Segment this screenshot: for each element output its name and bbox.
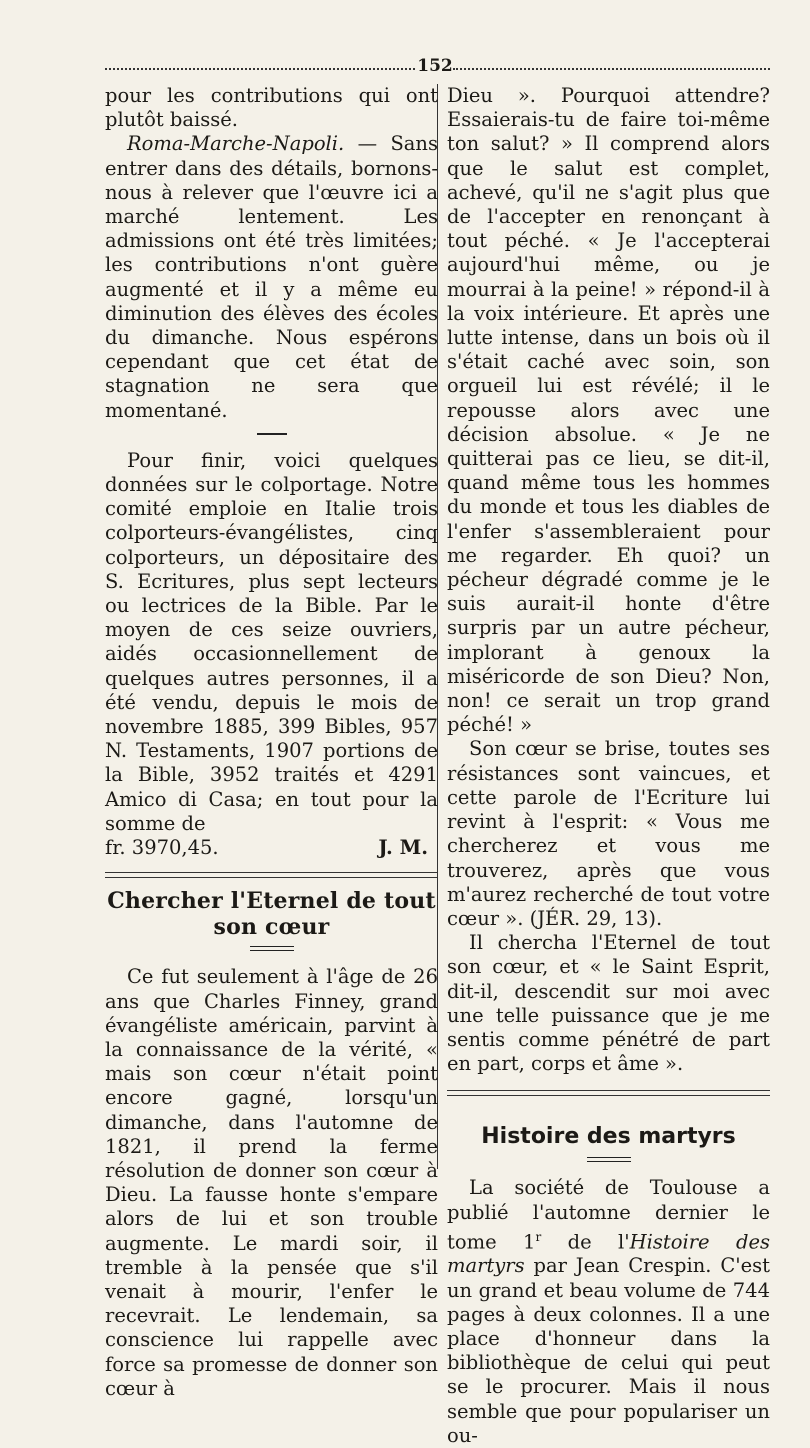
- martyrs-text-b: de l': [541, 1230, 630, 1254]
- paragraph-finney: Ce fut seulement à l'âge de 26 ans que Charles Finney, grand évangéliste américain, parvint à la connaissance de la vérité, « mais son cœur n'était point encore gagné, lorsqu'un dimanche, dans l'automne de 1821, il prend la ferme résolution de donner son cœur à Dieu. La fausse honte s'empare alors de lui et son trouble augmente. Le mardi soir, il tremble à la pensée que s'il venait à mourir, l'enfer le recevrait. Le lendemain, sa conscience lui rappelle avec force sa promesse de donner son cœur à: [105, 965, 438, 1400]
- martyrs-sup: r: [535, 1229, 542, 1244]
- section-title-chercher: Chercher l'Eternel de tout son cœur: [107, 888, 436, 941]
- title-ornament-right: [587, 1157, 631, 1162]
- header-rule-left: [105, 68, 415, 70]
- title-ornament: [250, 946, 294, 951]
- paragraph-contributions: pour les contributions qui ont plutôt baissé.: [105, 84, 438, 132]
- paragraph-roma-marche-napoli: [105, 132, 438, 422]
- paragraph-heart-breaks: Son cœur se brise, toutes ses résistances sont vaincues, et cette parole de l'Ecriture lui revint à l'esprit: « Vous me chercherez et vous me trouverez, après que vous m'aurez recherché de tout votre cœur ». (JÉR. 29, 13).: [447, 737, 770, 930]
- martyrs-text-c: par Jean Crespin. C'est un grand et beau volume de 744 pages à deux colonnes. Il a une place d'honneur dans la bibliothèque de celui qui peut se le procurer. Mais il nous semble que pour populariser un ou-: [447, 1254, 770, 1447]
- author-initials: J. M.: [378, 836, 428, 860]
- signature-line: [105, 836, 438, 860]
- paragraph-finney-continued: Dieu ». Pourquoi attendre? Essaierais-tu de faire toi-même ton salut? » Il comprend alors que le salut est complet, achevé, qu'il ne s'agit plus que de l'accepter en renonçant à tout péché. « Je l'accepterai aujourd'hui même, ou je mourrai à la peine! » répond-il à la voix intérieure. Et après une lutte intense, dans un bois où il s'était caché avec soin, son orgueil lui est révélé; il le repousse alors avec une décision absolue. « Je ne quitterai pas ce lieu, se dit-il, quand même tous les hommes du monde et tous les diables de l'enfer s'assembleraient pour me regarder. Eh quoi? un pécheur dégradé comme je le suis aurait-il honte d'être surpris par un autre pécheur, implorant à genoux la miséricorde de son Dieu? Non, non! ce serait un trop grand péché! »: [447, 84, 770, 737]
- page-number: 152: [417, 56, 453, 76]
- right-column: [447, 84, 770, 1448]
- section-rule: [105, 872, 438, 878]
- region-text: — Sans entrer dans des détails, bornons-nous à relever que l'œuvre ici a marché lentement. Les admissions ont été très limitées; les contributions n'ont guère augmenté et il y a même eu diminution des élèves des écoles du dimanche. Nous espérons cependant que cet état de stagnation ne sera que momentané.: [105, 132, 438, 422]
- header-rule-right: [453, 68, 770, 70]
- region-title: Roma-Marche-Napoli.: [127, 132, 345, 156]
- page-header: [105, 58, 770, 78]
- short-divider: [257, 433, 287, 435]
- left-column: [105, 84, 438, 1401]
- total-amount: fr. 3970,45.: [105, 836, 219, 860]
- paragraph-holy-spirit: Il chercha l'Eternel de tout son cœur, et « le Saint Esprit, dit-il, descendit sur moi avec une telle puissance que je me sentis comme pénétré de part en part, corps et âme ».: [447, 931, 770, 1076]
- paragraph-martyrs: [447, 1176, 770, 1448]
- section-title-martyrs: Histoire des martyrs: [481, 1124, 736, 1150]
- martyrs-text-a: La société de Toulouse a publié l'automne dernier le tome 1: [447, 1176, 770, 1254]
- section-rule-right: [447, 1090, 770, 1096]
- paragraph-colportage: Pour finir, voici quelques données sur le colportage. Notre comité emploie en Italie trois colporteurs-évangélistes, cinq colporteurs, un dépositaire des S. Ecritures, plus sept lecteurs ou lectrices de la Bible. Par le moyen de ces seize ouvriers, aidés occasionnellement de quelques autres personnes, il a été vendu, depuis le mois de novembre 1885, 399 Bibles, 957 N. Testaments, 1907 portions de la Bible, 3952 traités et 4291 Amico di Casa; en tout pour la somme de: [105, 448, 438, 835]
- book-title: Histoire des martyrs: [447, 1230, 771, 1278]
